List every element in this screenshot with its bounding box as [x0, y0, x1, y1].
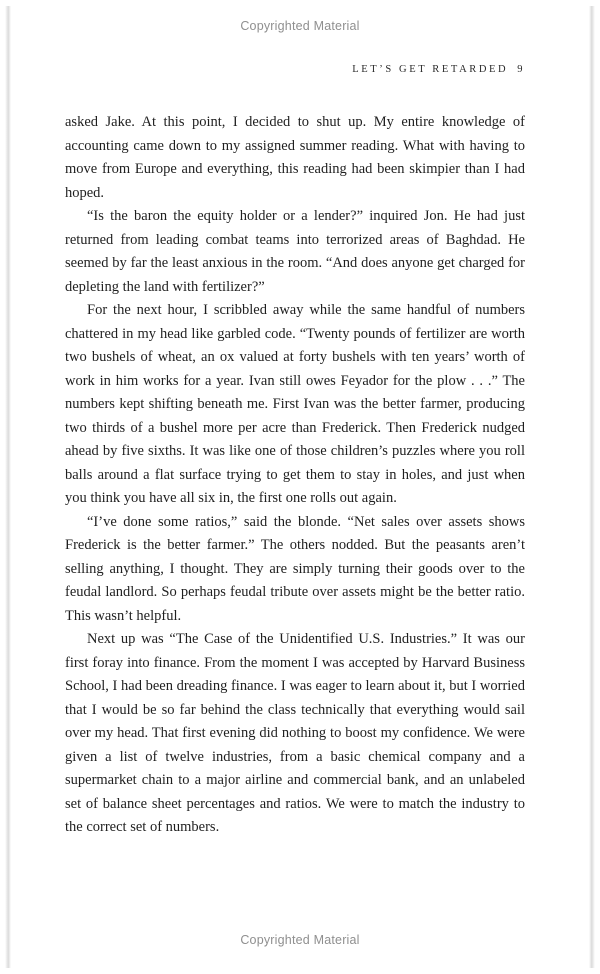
- paragraph-4: “I’ve done some ratios,” said the blonde. “Net sales over assets shows Frederick is the better farmer.” The others nodded. But the peasants aren’t selling anything, I thought. They are simply turning their goods over to the feudal landlord. So perhaps feudal tribute over assets might be the better ratio. This wasn’t helpful.: [65, 513, 525, 624]
- paragraph-5: Next up was “The Case of the Unidentified U.S. Industries.” It was our first foray into finance. From the moment I was accepted by Harvard Business School, I had been dreading finance. I was eager to learn about it, but I worried that I would be so far behind the class technically that everything would sail over my head. That first evening did nothing to boost my confidence. We were given a list of twelve industries, from a basic chemical company and a supermarket chain to a major airline and commercial bank, and an unlabeled set of balance sheet percentages and ratios. We were to match the industry to the correct set of numbers.: [65, 631, 525, 835]
- running-header-title: LET’S GET RETARDED: [352, 64, 509, 75]
- copyright-notice-top: Copyrighted Material: [240, 19, 360, 33]
- page-edge-shadow-left: [5, 6, 11, 968]
- page-body: [65, 111, 525, 840]
- running-header: [65, 64, 523, 75]
- page-number: 9: [517, 64, 523, 75]
- paragraph-3: For the next hour, I scribbled away while the same handful of numbers chattered in my head like garbled code. “Twenty pounds of fertilizer are worth two bushels of wheat, an ox valued at forty bushels with ten years’ worth of work in him works for a year. Ivan still owes Feyador for the plow . . .” The numbers kept shifting beneath me. First Ivan was the better farmer, producing two thirds of a bushel more per acre than Frederick. Then Frederick nudged ahead by five sixths. It was like one of those children’s puzzles where you roll balls around a flat surface trying to get them to stay in holes, and just when you think you have all six in, the first one rolls out again.: [65, 302, 525, 506]
- copyright-notice-bottom: Copyrighted Material: [240, 933, 360, 947]
- page-edge-shadow-right: [589, 6, 595, 968]
- paragraph-1: asked Jake. At this point, I decided to shut up. My entire knowledge of accounting came down to my assigned summer reading. What with having to move from Europe and everything, this reading had been skimpier than I had hoped.: [65, 114, 525, 201]
- paragraph-2: “Is the baron the equity holder or a lender?” inquired Jon. He had just returned from leading combat teams into terrorized areas of Baghdad. He seemed by far the least anxious in the room. “And does anyone get charged for depleting the land with fertilizer?”: [65, 208, 525, 295]
